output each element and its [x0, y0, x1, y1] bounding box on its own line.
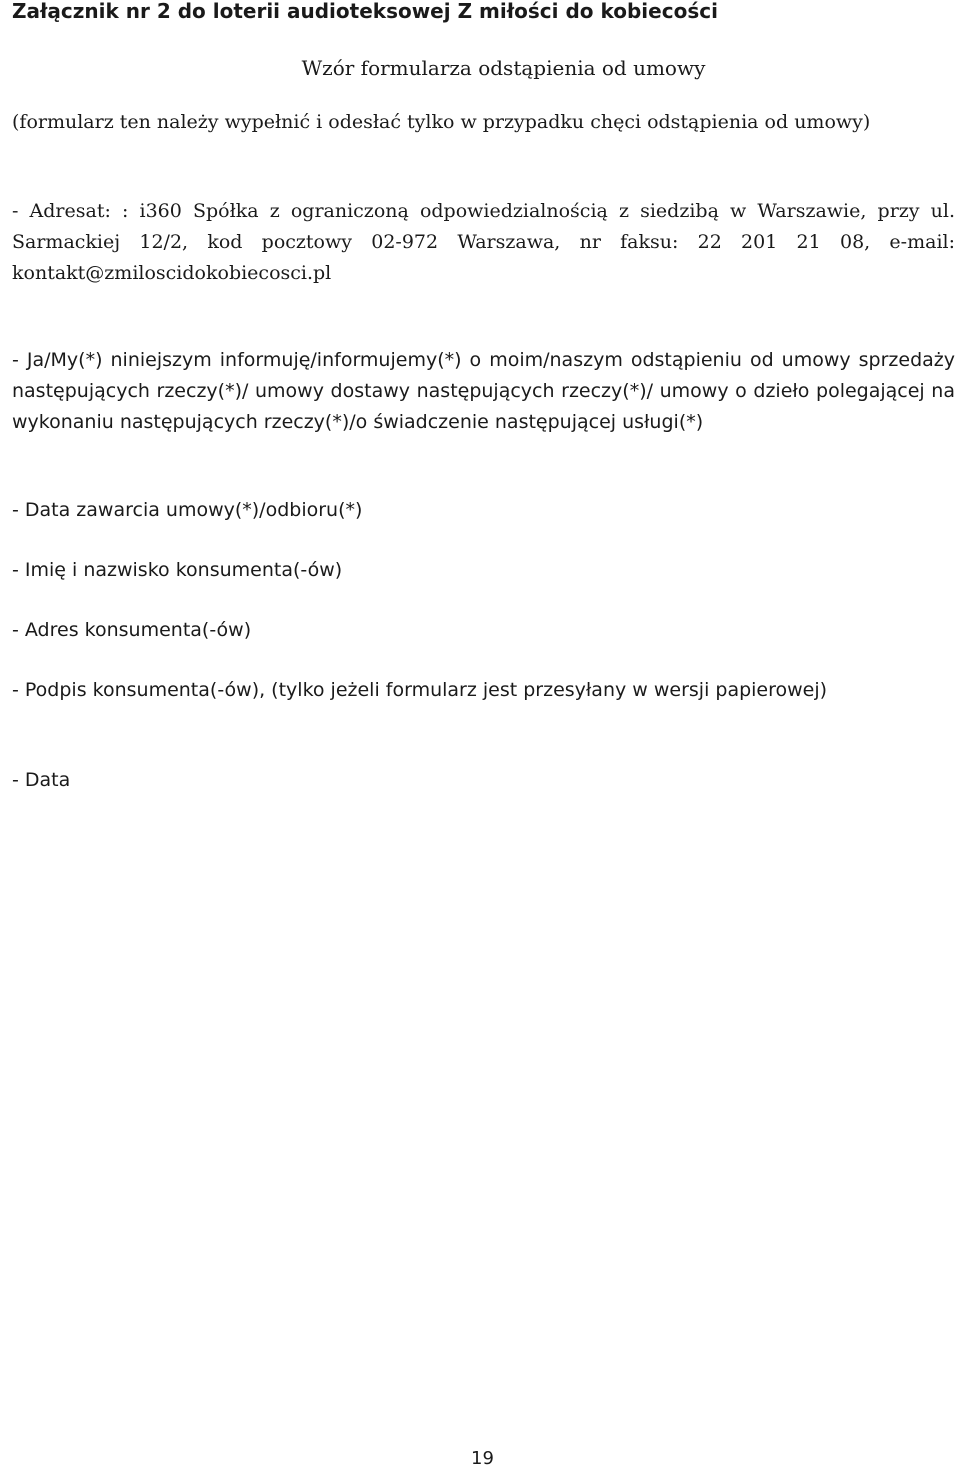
field-consumer-name: - Imię i nazwisko konsumenta(-ów) — [12, 559, 343, 581]
field-date: - Data — [12, 769, 71, 791]
field-consumer-address: - Adres konsumenta(-ów) — [12, 619, 252, 641]
form-subtitle: Wzór formularza odstąpienia od umowy — [301, 56, 706, 80]
page-number: 19 — [471, 1448, 494, 1469]
instruction-paragraph: (formularz ten należy wypełnić i odesłać tylko w przypadku chęci odstąpienia od umowy) — [12, 111, 871, 133]
declaration-paragraph: - Ja/My(*) niniejszym informuję/informujemy(*) o moim/naszym odstąpieniu od umowy sprzedaży następujących rzeczy(*)/ umowy dostawy następujących rzeczy(*)/ umowy o dzieło polegającej na wykonaniu następujących rzeczy(*)/o świadczenie następującej usługi(*) — [12, 349, 955, 433]
field-consumer-signature: - Podpis konsumenta(-ów), (tylko jeżeli formularz jest przesyłany w wersji papierowej) — [12, 679, 828, 701]
field-contract-date: - Data zawarcia umowy(*)/odbioru(*) — [12, 499, 363, 521]
addressee-paragraph: - Adresat: : i360 Spółka z ograniczoną odpowiedzialnością z siedzibą w Warszawie, przy ul. Sarmackiej 12/2, kod pocztowy 02-972 Warszawa, nr faksu: 22 201 21 08, e-mail: kontakt@zmiloscidokobiecosci.pl — [12, 200, 955, 284]
document-page — [12, 0, 955, 1471]
document-title: Załącznik nr 2 do loterii audioteksowej Z miłości do kobiecości — [12, 0, 718, 23]
